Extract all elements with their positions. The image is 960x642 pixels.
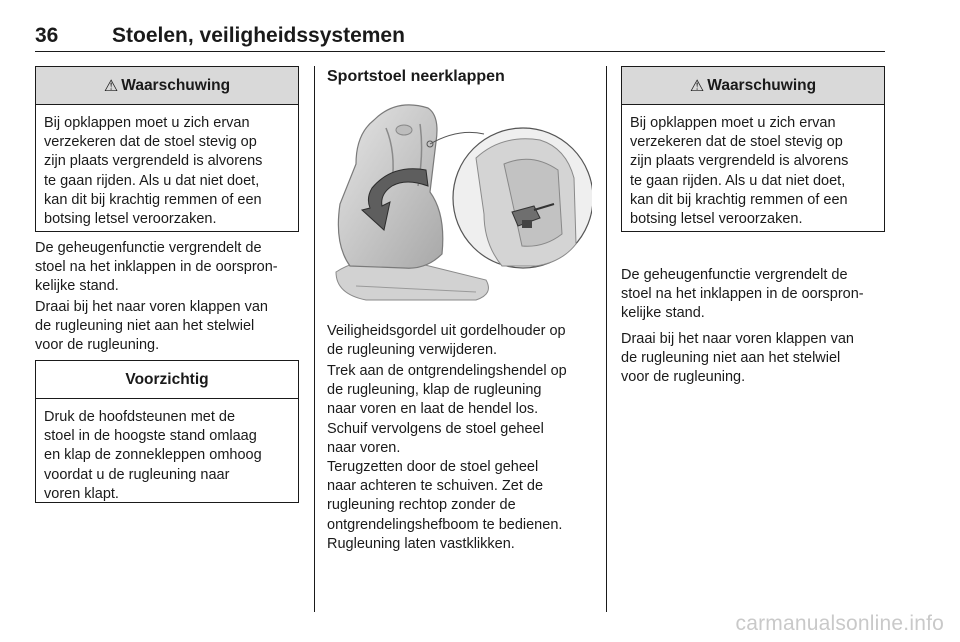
text-line: Schuif vervolgens de stoel geheel — [327, 420, 544, 437]
text-line: de rugleuning verwijderen. — [327, 342, 498, 359]
text-line: Bij opklappen moet u zich ervan — [630, 115, 836, 131]
warning-title: Waarschuwing — [121, 76, 231, 94]
text-line: kan dit bij krachtig remmen of een — [44, 191, 262, 208]
section-title: Sportstoel neerklappen — [327, 68, 505, 85]
caution-title: Voorzichtig — [125, 370, 209, 388]
text-line: Draai bij het naar voren klappen van — [35, 299, 268, 315]
text-line: naar voren. — [327, 439, 401, 456]
text-line: stoel na het inklappen in de oorspron- — [621, 286, 864, 303]
text-line: voor de rugleuning. — [35, 337, 160, 354]
caution-text — [36, 399, 298, 504]
text-line: Bij opklappen moet u zich ervan — [44, 115, 250, 131]
text-line: verzekeren dat de stoel stevig op — [630, 134, 843, 151]
text-line: Druk de hoofdsteunen met de — [44, 409, 236, 425]
text-line: botsing letsel veroorzaken. — [44, 211, 217, 228]
warning-triangle-icon: ⚠ — [103, 77, 119, 95]
warning-text — [36, 105, 298, 229]
paragraph-adjuster-left — [35, 298, 268, 356]
column-divider-left — [314, 66, 315, 612]
text-line: te gaan rijden. Als u dat niet doet, — [44, 172, 260, 189]
text-line: Rugleuning laten vastklikken. — [327, 535, 515, 552]
text-line: te gaan rijden. Als u dat niet doet, — [630, 172, 846, 189]
text-line: en klap de zonnekleppen omhoog — [44, 447, 262, 464]
text-line: stoel in de hoogste stand omlaag — [44, 428, 257, 445]
page-title: Stoelen, veiligheidssystemen — [112, 24, 405, 47]
text-line: zijn plaats vergrendeld is alvorens — [44, 153, 263, 170]
paragraph-memory-left — [35, 239, 278, 297]
warning-box-header — [36, 67, 298, 105]
page-number: 36 — [35, 24, 59, 47]
caution-box — [35, 360, 299, 503]
warning-title: Waarschuwing — [707, 76, 817, 94]
text-line: naar voren en laat de hendel los. — [327, 401, 539, 418]
text-line: stoel na het inklappen in de oorspron- — [35, 259, 278, 276]
text-line: Terugzetten door de stoel geheel — [327, 459, 539, 475]
text-line: kelijke stand. — [35, 278, 119, 295]
text-line: rugleuning rechtop zonder de — [327, 497, 516, 514]
column-divider-right — [606, 66, 607, 612]
text-line: naar achteren te schuiven. Zet de — [327, 478, 544, 495]
text-line: ontgrendelingshefboom te bedienen. — [327, 516, 563, 533]
text-line: Trek aan de ontgrendelingshendel op — [327, 363, 567, 379]
seat-illustration-svg — [326, 94, 592, 308]
warning-box-header — [622, 67, 884, 105]
warning-text — [622, 105, 884, 229]
text-line: voor de rugleuning. — [621, 369, 746, 386]
text-line: voordat u de rugleuning naar — [44, 466, 230, 483]
paragraph-adjuster-right — [621, 330, 854, 388]
paragraph-memory-right — [621, 266, 864, 324]
warning-triangle-icon: ⚠ — [689, 77, 705, 95]
warning-box-right — [621, 66, 885, 232]
text-line: De geheugenfunctie vergrendelt de — [35, 240, 262, 256]
text-line: botsing letsel veroorzaken. — [630, 211, 803, 228]
paragraph-release — [327, 362, 567, 458]
text-line: de rugleuning, klap de rugleuning — [327, 382, 542, 399]
page-header — [35, 24, 885, 50]
text-line: kelijke stand. — [621, 305, 705, 322]
seat-folding-illustration — [326, 94, 592, 308]
paragraph-reset — [327, 458, 562, 554]
paragraph-belt — [327, 322, 566, 360]
text-line: verzekeren dat de stoel stevig op — [44, 134, 257, 151]
watermark-link[interactable]: carmanualsonline.info — [735, 612, 944, 635]
text-line: De geheugenfunctie vergrendelt de — [621, 267, 848, 283]
text-line: Veiligheidsgordel uit gordelhouder op — [327, 323, 566, 339]
caution-box-header — [36, 361, 298, 399]
text-line: de rugleuning niet aan het stelwiel — [35, 318, 255, 335]
header-rule — [35, 51, 885, 52]
text-line: de rugleuning niet aan het stelwiel — [621, 350, 841, 367]
text-line: Draai bij het naar voren klappen van — [621, 331, 854, 347]
text-line: zijn plaats vergrendeld is alvorens — [630, 153, 849, 170]
warning-box-left — [35, 66, 299, 232]
text-line: voren klapt. — [44, 485, 119, 502]
text-line: kan dit bij krachtig remmen of een — [630, 191, 848, 208]
